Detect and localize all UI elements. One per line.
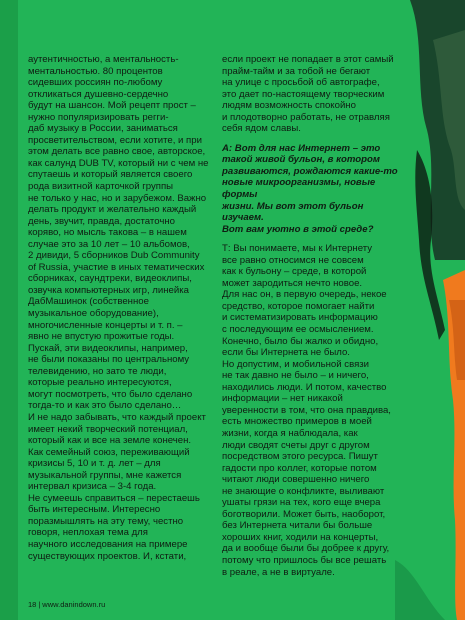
left-column [28, 54, 214, 562]
page-footer [28, 600, 105, 610]
decorative-artwork [395, 0, 465, 620]
body-text-left: аутентичностью, а ментальность- ментальностью. 80 процентов сидевших россиян по-любому откликаться душевно-сердечно будут на шансон. Мой рецепт прост – нужно популяризировать регги- даб музыку в России, заниматься просветительством, если хотите, и при этом делать все равно свое, авторское, как салунд DUB TV, который ни с чем не спутаешь и который является своего рода визитной карточкой группы не только у нас, но и зарубежом. Важно делать продукт и желательно каждый день, звучит, правда, достаточно коряво, но мысль такова – в нашем случае это за 10 лет – 10 альбомов, 2 дивиди, 5 сборников Dub Community of Russia, участие в иных тематических сборниках, саундтреки, видеоклипы, озвучка компьютерных игр, линейка ДабМашинок (собственное музыкальное оборудование), многочисленные концерты и т. п. – явно не впустую прожитые годы. Пускай, эти видеоклипы, например, не были показаны по центральному телевидению, но зато те люди, которые реально интересуются, могут посмотреть, что было сделано тогда-то и как это было сделано… И не надо забывать, что каждый проект имеет некий творческий потенциал, который как и все на земле конечен. Как семейный союз, переживающий кризисы 5, 10 и т. д. лет – для музыкальной группы, мне кажется интервал кризиса – 3-4 года. Не сумеешь справиться – перестаешь быть интересным. Интересно поразмышлять на эту тему, честно говоря, неплохая тема для научного исследования на примере существующих проектов. И, кстати, [28, 54, 209, 562]
page-edge-strip [0, 0, 18, 620]
interview-question: А: Вот для нас Интернет – это такой живой бульон, в котором развиваются, рождаются какие-то новые микроорганизмы, новые формы жизни. Мы вот этот бульон изучаем. Вот вам уютно в этой среде? [222, 142, 398, 235]
body-text-right-intro: если проект не попадает в этот самый прайм-тайм и за тобой не бегают на улице с просьбой об автографе, это дает по-настоящему творческим людям возможность спокойно и плодотворно работать, не отравляя себя ядом славы. [222, 54, 394, 135]
interview-answer: Т: Вы понимаете, мы к Интернету все равно относимся не совсем как к бульону – среде, в которой может зародиться нечто новое. Для нас он, в первую очередь, некое средство, которое помогает найти и систематизировать информацию с последующим ее осмыслением. Конечно, было бы жалко и обидно, если бы Интернета не было. Но допустим, и мобильной связи не так давно не было – и ничего, находились люди. И потом, качество информации – нет никакой уверенности в том, что она правдива, есть множество примеров в моей жизни, когда я наблюдала, как люди сводят счеты друг с другом посредством этого ресурса. Пишут гадости про коллег, которые потом читают люди совершенно ничего не знающие о конфликте, выливают ушаты грязи на тех, кого еще вчера боготворили. Может быть, наоборот, без Интернета читали бы больше хороших книг, ходили на концерты, да и вообще были бы добрее к другу, потому что пришлось бы все решать в реале, а не в виртуале. [222, 243, 391, 578]
page-number: 18 [28, 600, 37, 609]
footer-separator: | [38, 600, 41, 609]
website-url: www.danindown.ru [42, 600, 106, 609]
right-column [222, 54, 400, 578]
